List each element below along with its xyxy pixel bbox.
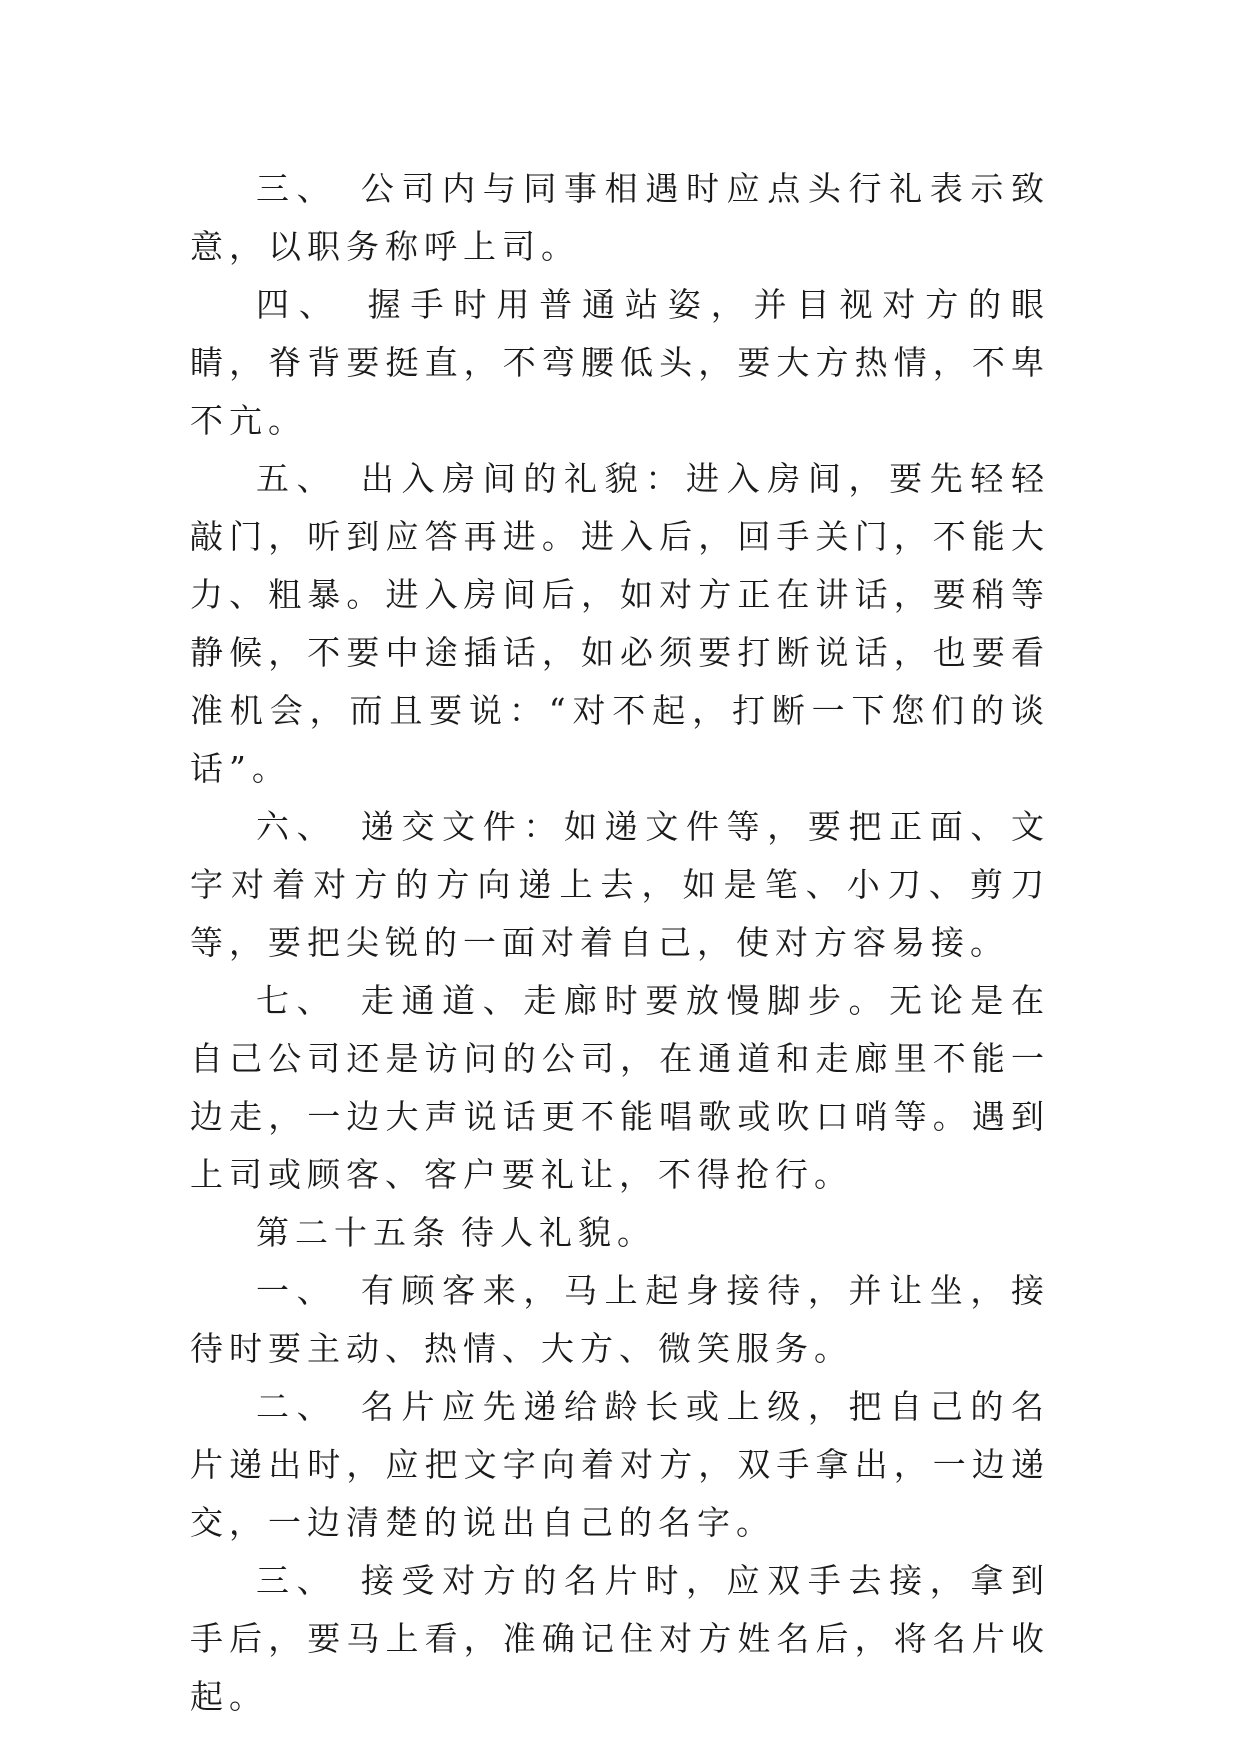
paragraph-text: 走通道、走廊时要放慢脚步。无论是在自己公司还是访问的公司，在通道和走廊里不能一边走，一边大声说话更不能唱歌或吹口哨等。遇到上司或顾客、客户要礼让，不得抢行。 (190, 981, 1051, 1194)
paragraph-number: 二、 (256, 1387, 338, 1426)
paragraph-text: 有顾客来，马上起身接待，并让坐，接待时要主动、热情、大方、微笑服务。 (190, 1271, 1051, 1368)
paragraph-number: 三、 (256, 1561, 338, 1600)
paragraph-number: 六、 (256, 807, 338, 846)
article-number: 第二十五条 (256, 1213, 451, 1252)
paragraph-6-handing-documents (190, 798, 1050, 972)
paragraph-number: 七、 (256, 981, 338, 1020)
paragraph-number: 四、 (256, 285, 342, 324)
paragraph-text: 递交文件：如递文件等，要把正面、文字对着对方的方向递上去，如是笔、小刀、剪刀等，要把尖锐的一面对着自己，使对方容易接。 (190, 807, 1051, 962)
paragraph-text: 公司内与同事相遇时应点头行礼表示致意，以职务称呼上司。 (190, 169, 1051, 266)
paragraph-number: 五、 (256, 459, 338, 498)
article-25-heading (190, 1204, 1050, 1262)
paragraph-4-handshake (190, 276, 1050, 450)
paragraph-5-room-entry (190, 450, 1050, 798)
document-body (190, 160, 1050, 1726)
article-title: 待人礼貌。 (461, 1213, 656, 1252)
paragraph-1-receiving-guests (190, 1262, 1050, 1378)
paragraph-number: 三、 (256, 169, 338, 208)
paragraph-7-corridors (190, 972, 1050, 1204)
paragraph-number: 一、 (256, 1271, 338, 1310)
paragraph-text: 出入房间的礼貌：进入房间，要先轻轻敲门，听到应答再进。进入后，回手关门，不能大力、粗暴。进入房间后，如对方正在讲话，要稍等静候，不要中途插话，如必须要打断说话，也要看准机会，而且要说：“对不起，打断一下您们的谈话”。 (190, 459, 1051, 788)
paragraph-3-greeting (190, 160, 1050, 276)
paragraph-text: 名片应先递给龄长或上级，把自己的名片递出时，应把文字向着对方，双手拿出，一边递交，一边清楚的说出自己的名字。 (190, 1387, 1051, 1542)
paragraph-3-receiving-cards (190, 1552, 1050, 1726)
paragraph-text: 接受对方的名片时，应双手去接，拿到手后，要马上看，准确记住对方姓名后，将名片收起。 (190, 1561, 1051, 1716)
paragraph-text: 握手时用普通站姿，并目视对方的眼睛，脊背要挺直，不弯腰低头，要大方热情，不卑不亢。 (190, 285, 1051, 440)
paragraph-2-business-cards (190, 1378, 1050, 1552)
